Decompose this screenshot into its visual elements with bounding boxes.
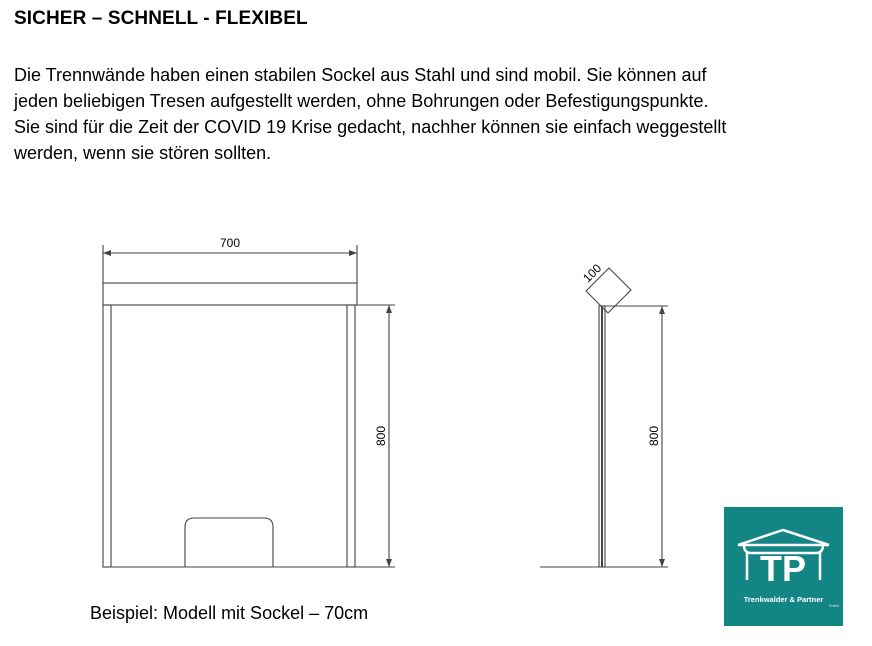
paragraph-line: Die Trennwände haben einen stabilen Sockel aus Stahl und sind mobil. Sie können auf — [14, 65, 707, 85]
width-dimension — [103, 245, 357, 283]
top-rail — [103, 283, 357, 305]
side-height-label: 800 — [647, 425, 661, 447]
paragraph-line: jeden beliebigen Tresen aufgestellt werden, ohne Bohrungen oder Befestigungspunkte. — [14, 91, 709, 111]
paragraph-line: werden, wenn sie stören sollten. — [14, 143, 272, 163]
right-post — [347, 305, 355, 567]
logo-brand-name: Trenkwalder & Partner — [743, 595, 824, 604]
logo-graphic — [724, 507, 843, 626]
left-post — [103, 305, 111, 567]
pass-through-opening — [185, 518, 273, 567]
side-view — [540, 261, 668, 567]
page-heading: SICHER – SCHNELL - FLEXIBEL — [14, 8, 308, 29]
front-height-label: 800 — [374, 425, 388, 447]
logo-letters: TP — [759, 548, 807, 589]
logo-subtitle: GmbH — [828, 604, 839, 608]
width-label: 700 — [219, 236, 241, 250]
front-view — [103, 236, 395, 567]
company-logo — [724, 507, 843, 626]
depth-label: 100 — [580, 261, 605, 286]
figure-caption: Beispiel: Modell mit Sockel – 70cm — [90, 603, 369, 623]
paragraph-line: Sie sind für die Zeit der COVID 19 Krise gedacht, nachher können sie einfach weggestellt — [14, 117, 727, 137]
